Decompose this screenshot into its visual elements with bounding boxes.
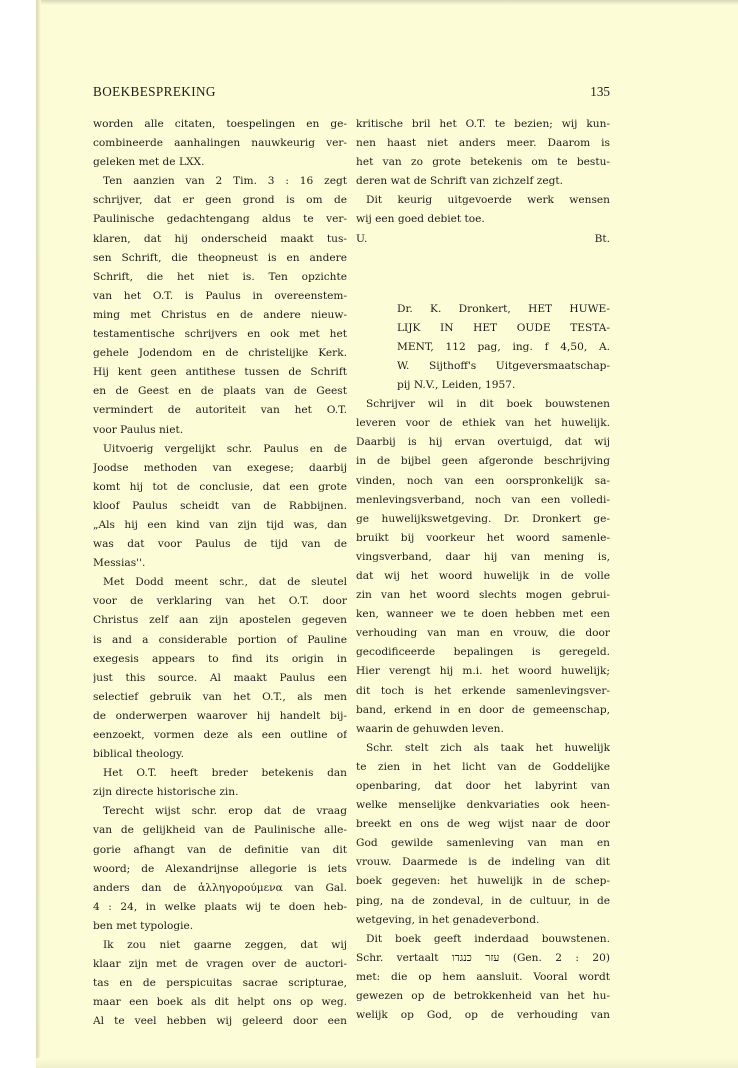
text-line: boek gegeven: het huwelijk in de schep- [356, 875, 610, 888]
text-line: kloof Paulus scheidt van de Rabbijnen. [93, 499, 347, 512]
running-head: BOEKBESPREKING [93, 84, 216, 99]
text-line: vrouw. Daarmede is de indeling van dit [356, 856, 610, 869]
text-line: gehele Jodendom en de christelijke Kerk. [93, 347, 347, 360]
right-column [356, 115, 610, 1025]
text-line: Dit keurig uitgevoerde werk wensen [366, 194, 610, 207]
entry-line: Dr. K. Dronkert, HET HUWE- [397, 302, 610, 315]
text-line: openbaring, dat door het labyrint van [356, 780, 610, 792]
text-line: Dit boek geeft inderdaad bouwstenen. [366, 932, 610, 945]
entry-line: W. Sijthoff's Uitgeversmaatschap- [397, 359, 610, 372]
text-line: selectief gebruik van het O.T., als men [93, 690, 347, 703]
text-line: gecodificeerde bepalingen is geregeld. [356, 646, 610, 659]
text-line: dit toch is het erkende samenlevingsver- [356, 684, 610, 697]
text-line: Joodse methoden van exegese; daarbij [93, 461, 347, 474]
text-line: „Als hij een kind van zijn tijd was, dan [93, 518, 347, 531]
text-line: maar een boek als dit helpt ons op weg. [93, 996, 347, 1009]
text-line: van de gelijkheid van de Paulinische alle- [93, 824, 347, 837]
text-line: dat wij het woord huwelijk in de volle [356, 569, 610, 582]
signature-left: U. [356, 232, 368, 245]
text-line: en de Geest en de plaats van de Geest [93, 385, 347, 398]
text-line: vinden, noch van een oorspronkelijk sa- [356, 474, 610, 487]
text-line: schrijver, dat er geen grond is om de [93, 194, 347, 207]
text-line: klaar zijn met de vragen over de auctori- [93, 958, 347, 971]
text-line: ben met typologie. [93, 919, 194, 932]
text-line: eenzoekt, vormen deze als een outline of [93, 729, 347, 741]
text-line: zijn directe historische zin. [93, 786, 239, 799]
text-line: sen Schrift, die theopneust is en andere [93, 251, 347, 264]
text-line: klaren, dat hij onderscheid maakt tus- [93, 232, 347, 245]
text-line: woord; de Alexandrijnse allegorie is iets [93, 862, 347, 875]
text-line: in de bijbel geen afgeronde beschrijving [356, 455, 610, 468]
review-body [356, 395, 610, 1025]
text-line: voor de verklaring van het O.T. door [93, 595, 347, 608]
text-line: wetgeving, in het genadeverbond. [356, 913, 540, 926]
text-line: combineerde aanhalingen nauwkeurig ver- [93, 137, 347, 150]
text-line: Terecht wijst schr. erop dat de vraag [103, 805, 347, 818]
text-line: testamentische schrijvers en ook met het [93, 328, 347, 341]
text-line: nen haast niet anders meer. Daarom is [356, 137, 610, 150]
left-column [93, 115, 347, 1032]
text-line: Ten aanzien van 2 Tim. 3 : 16 zegt [103, 175, 347, 188]
text-line: kritische bril het O.T. te bezien; wij kun- [356, 118, 610, 130]
text-line: Al te veel hebben wij geleerd door een [93, 1015, 347, 1028]
text-line: vingsverband, daar hij van mening is, [356, 550, 610, 563]
text-line: voor Paulus niet. [93, 423, 184, 436]
text-line: Ik zou niet gaarne zeggen, dat wij [103, 939, 347, 952]
text-line: Christus zelf aan zijn apostelen gegeven [93, 614, 347, 627]
text-line: breekt en ons de weg wijst naar de door [356, 818, 610, 831]
text-line: Schr. stelt zich als taak het huwelijk [366, 741, 610, 754]
text-line: welke menselijke denkvariaties ook heen- [356, 799, 610, 812]
text-line: waarin de gehuwden leven. [356, 722, 504, 735]
text-line: geleken met de LXX. [93, 156, 205, 169]
text-line: welijk op God, op de verhouding van [356, 1009, 610, 1022]
text-line: wij een goed debiet toe. [356, 213, 485, 226]
text-line: ming met Christus en de andere nieuw- [93, 308, 347, 321]
text-line: het van zo grote betekenis om te bestu- [356, 156, 610, 169]
text-line: verhouding van man en vrouw, die door [356, 627, 610, 640]
page-number: 135 [590, 84, 610, 99]
page-edge-left [36, 0, 41, 1068]
review-conclusion [356, 115, 610, 230]
text-line: menlevingsverband, noch van een volledi- [356, 493, 610, 506]
text-line: met: die op hem aansluit. Vooral wordt [356, 970, 610, 983]
text-line: gorie afhangt van de definitie van dit [93, 843, 347, 856]
entry-line: LIJK IN HET OUDE TESTA- [397, 321, 610, 334]
text-line: Schrift, die het niet is. Ten opzichte [93, 270, 347, 283]
text-line: gewezen op de betrokkenheid van het hu- [356, 990, 610, 1003]
text-line: de onderwerpen waarover hij handelt bij- [93, 709, 347, 722]
text-line: bruikt bij voorkeur het woord samenle- [356, 531, 610, 544]
text-line: Paulinische gedachtengang aldus te ver- [93, 213, 347, 226]
text-line: zin van het woord slechts mogen gebrui- [356, 589, 610, 602]
signature-right: Bt. [594, 232, 610, 245]
text-line: is and a considerable portion of Pauline [93, 633, 347, 646]
section-gap [356, 249, 610, 300]
text-line: God gewilde samenleving van man en [356, 837, 610, 850]
text-line: Hier verengt hij m.i. het woord huwelijk; [356, 665, 610, 678]
text-line: band, erkend in en door de gemeenschap, [356, 703, 610, 716]
text-line: Messias''. [93, 557, 146, 570]
text-line: Uitvoerig vergelijkt schr. Paulus en de [103, 442, 347, 455]
text-line: biblical theology. [93, 748, 184, 761]
text-line: Schr. vertaalt עזר כנגדו (Gen. 2 : 20) [356, 951, 610, 964]
text-line: ken, wanneer we te doen hebben met een [356, 608, 610, 621]
text-line: 4 : 24, in welke plaats wij te doen heb- [93, 900, 347, 913]
text-line: tas en de perspicuitas sacrae scripturae, [93, 977, 347, 990]
text-line: Schrijver wil in dit boek bouwstenen [366, 398, 610, 411]
text-line: deren wat de Schrift van zichzelf zegt. [356, 175, 564, 188]
text-line: ping, na de zondeval, in de cultuur, in de [356, 894, 610, 907]
page-edge-bottom [36, 1058, 738, 1068]
text-line: just this source. Al maakt Paulus een [93, 671, 347, 684]
text-line: Daarbij is hij ervan overtuigd, dat wij [356, 436, 610, 449]
text-line: van het O.T. is Paulus in overeenstem- [93, 289, 347, 302]
text-line: was dat voor Paulus de tijd van de [93, 538, 347, 551]
entry-line: MENT, 112 pag, ing. f 4,50, A. [397, 340, 610, 353]
text-line: Het O.T. heeft breder betekenis dan [103, 767, 347, 780]
text-line: anders dan de ἀλληγορούμενα van Gal. [93, 881, 347, 894]
entry-line: pij N.V., Leiden, 1957. [397, 379, 516, 392]
text-line: Met Dodd meent schr., dat de sleutel [103, 576, 347, 589]
text-line: komt hij tot de conclusie, dat een grote [93, 480, 347, 493]
text-line: ge huwelijkswetgeving. Dr. Dronkert ge- [356, 512, 610, 525]
text-line: leveren voor de ethiek van het huwelijk. [356, 417, 610, 430]
text-line: Hij kent geen antithese tussen de Schrift [93, 366, 347, 379]
text-line: worden alle citaten, toespelingen en ge- [93, 118, 347, 130]
book-entry [356, 300, 610, 395]
text-line: vermindert de autoriteit van het O.T. [93, 404, 347, 417]
page-edge-top [36, 0, 738, 5]
text-line: exegesis appears to find its origin in [93, 652, 347, 665]
text-line: te zien in het licht van de Goddelijke [356, 760, 610, 773]
reviewer-signature [356, 230, 610, 249]
